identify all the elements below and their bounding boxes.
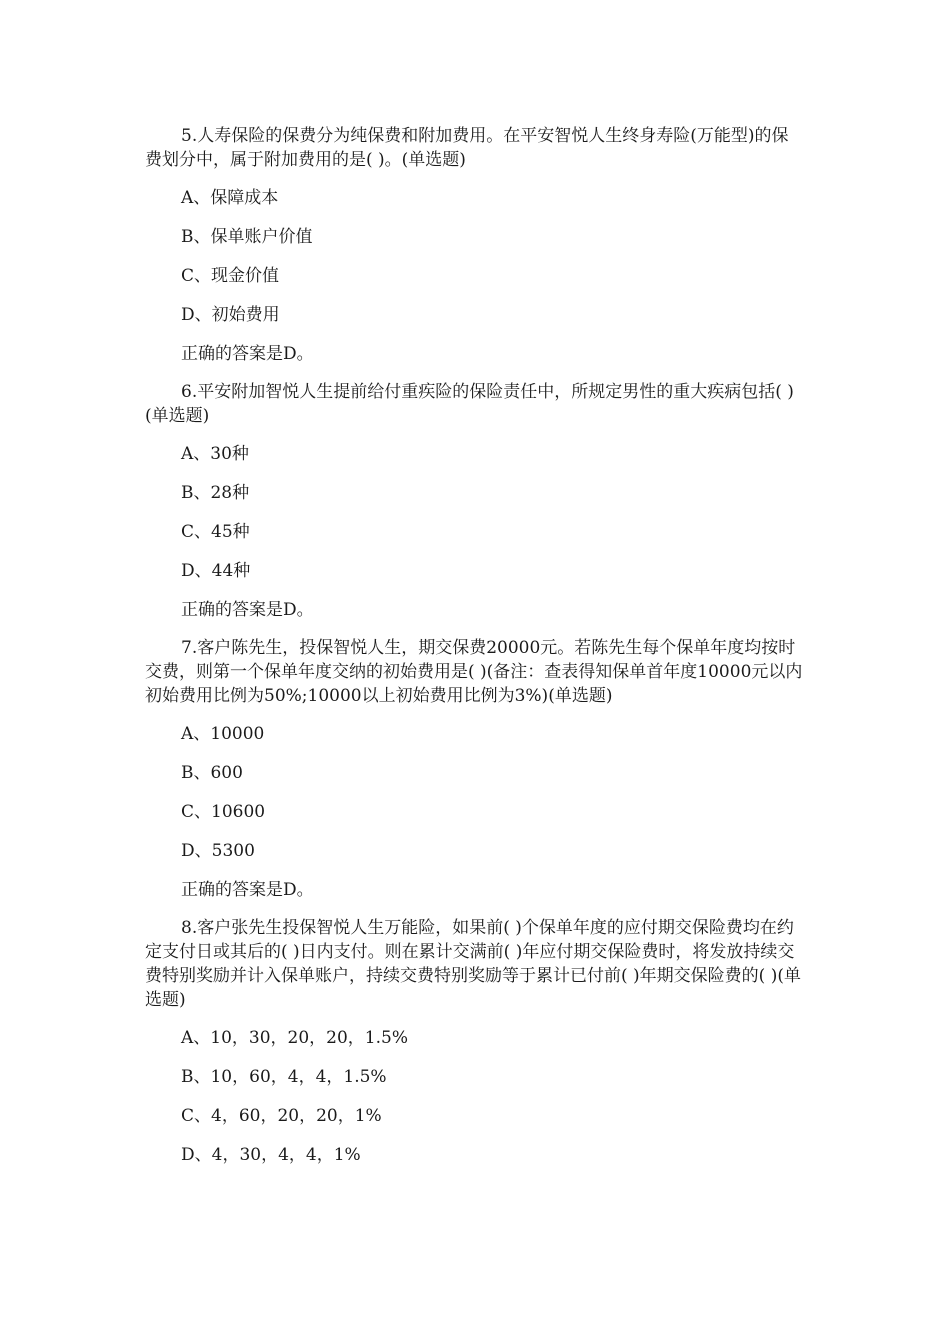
question-6-answer: 正确的答案是D。 [181, 600, 314, 620]
question-5-option-a: A、保障成本 [181, 188, 279, 208]
question-7-option-b: B、600 [181, 763, 243, 783]
question-5: 5.人寿保险的保费分为纯保费和附加费用。在平安智悦人生终身寿险(万能型)的保费划分中，属于附加费用的是( )。(单选题) [145, 126, 789, 170]
document-page [145, 124, 805, 1182]
question-7: 7.客户陈先生，投保智悦人生，期交保费20000元。若陈先生每个保单年度均按时交费，则第一个保单年度交纳的初始费用是( )(备注：查表得知保单首年度10000元以内初始费用比例为50%;10000以上初始费用比例为3%)(单选题) [145, 638, 803, 706]
question-7-option-d: D、5300 [181, 841, 255, 861]
question-8-option-b: B、10，60，4，4，1.5% [181, 1067, 387, 1087]
question-8: 8.客户张先生投保智悦人生万能险，如果前( )个保单年度的应付期交保险费均在约定支付日或其后的( )日内支付。则在累计交满前( )年应付期交保险费时，将发放持续交费特别奖励并计入保单账户，持续交费特别奖励等于累计已付前( )年期交保险费的( )(单选题) [145, 918, 801, 1010]
question-6-option-d: D、44种 [181, 561, 251, 581]
question-6-option-c: C、45种 [181, 522, 250, 542]
question-7-option-a: A、10000 [181, 724, 265, 744]
question-5-option-b: B、保单账户价值 [181, 227, 313, 247]
question-6-option-b: B、28种 [181, 483, 250, 503]
question-5-option-c: C、现金价值 [181, 266, 280, 286]
question-6: 6.平安附加智悦人生提前给付重疾险的保险责任中，所规定男性的重大疾病包括( )(单选题) [145, 382, 794, 426]
question-5-answer: 正确的答案是D。 [181, 344, 314, 364]
question-6-option-a: A、30种 [181, 444, 249, 464]
question-8-option-c: C、4，60，20，20，1% [181, 1106, 382, 1126]
question-8-option-a: A、10，30，20，20，1.5% [181, 1028, 408, 1048]
question-8-option-d: D、4，30，4，4，1% [181, 1145, 361, 1165]
question-7-answer: 正确的答案是D。 [181, 880, 314, 900]
question-5-option-d: D、初始费用 [181, 305, 280, 325]
question-7-option-c: C、10600 [181, 802, 266, 822]
